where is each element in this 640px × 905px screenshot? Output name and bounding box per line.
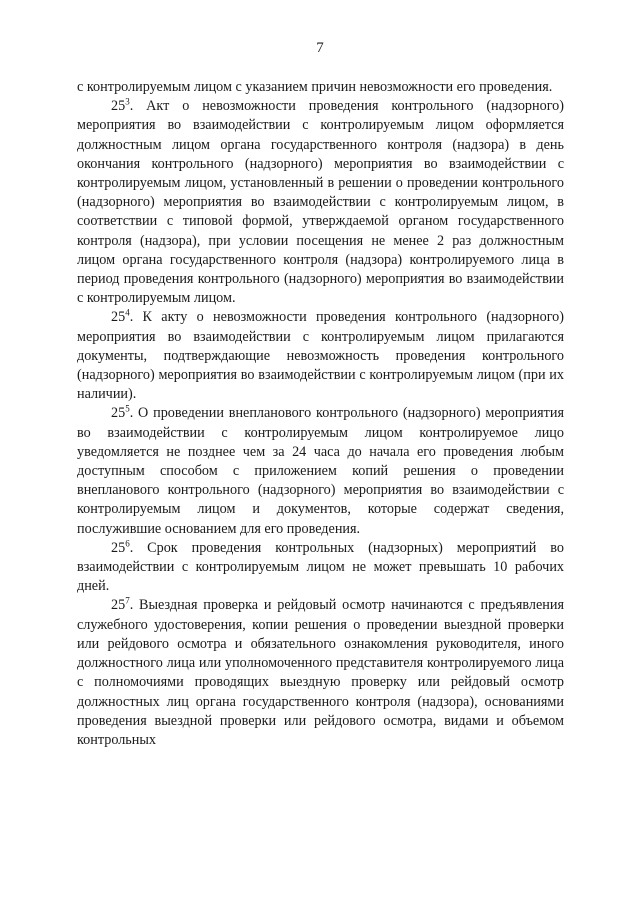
paragraph-text: . Выездная проверка и рейдовый осмотр начинаются с предъявления служебного удостоверения, копии решения о проведении выездной проверки или рейдового осмотра и обязательного ознакомления руководителя, иного должностного лица или уполномоченного представителя контролируемого лица с полномочиями проводящих выездную проверку или рейдовый осмотр должностных лиц органа государственного контроля (надзора), основаниями проведения выездной проверки или рейдового осмотра, видами и объемом контрольных bbox=[77, 597, 564, 748]
paragraph-text: . Срок проведения контрольных (надзорных) мероприятий во взаимодействии с контролируемым лицом не может превышать 10 рабочих дней. bbox=[77, 539, 564, 595]
paragraph-25-7 bbox=[77, 596, 564, 750]
paragraph-number-sup: 5 bbox=[125, 403, 130, 414]
paragraph-text: . Акт о невозможности проведения контрольного (надзорного) мероприятия во взаимодействии с контролируемым лицом оформляется должностным лицом органа государственного контроля (надзора) в день окончания контрольного (надзорного) мероприятия во взаимодействии с контролируемым лицом, установленный в решении о проведении контрольного (надзорного) мероприятия во взаимодействии с контролируемым лицом, в соответствии с типовой формой, утверждаемой органом государственного контроля (надзора), при условии посещения не менее 2 раз должностным лицом органа государственного контроля (надзора) контролируемого лица в период проведения контрольного (надзорного) мероприятия во взаимодействии с контролируемым лицом. bbox=[77, 98, 564, 307]
paragraph-number-sup: 4 bbox=[125, 307, 130, 318]
paragraph-number: 25 bbox=[111, 597, 126, 614]
paragraph-number: 25 bbox=[111, 309, 126, 326]
paragraph-25-4 bbox=[77, 308, 564, 404]
paragraph-number: 25 bbox=[111, 98, 126, 115]
paragraph-number: 25 bbox=[111, 405, 126, 422]
paragraph-25-5 bbox=[77, 404, 564, 538]
paragraph-25-3 bbox=[77, 97, 564, 308]
paragraph-text: с контролируемым лицом с указанием причин невозможности его проведения. bbox=[77, 79, 553, 95]
document-body bbox=[77, 78, 564, 750]
page-number: 7 bbox=[316, 40, 324, 56]
paragraph-continuation bbox=[77, 78, 564, 97]
paragraph-number: 25 bbox=[111, 539, 126, 556]
paragraph-text: . О проведении внепланового контрольного (надзорного) мероприятия во взаимодействии с контролируемым лицом контролируемое лицо уведомляется не позднее чем за 24 часа до начала его проведения любым доступным способом с приложением копий решения о проведении внепланового контрольного (надзорного) мероприятия во взаимодействии с контролируемым лицом и документов, которые содержат сведения, послужившие основанием для его проведения. bbox=[77, 405, 564, 537]
paragraph-number-sup: 6 bbox=[125, 538, 130, 549]
paragraph-number-sup: 7 bbox=[125, 595, 130, 606]
paragraph-text: . К акту о невозможности проведения контрольного (надзорного) мероприятия во взаимодействии с контролируемым лицом прилагаются документы, подтверждающие невозможность проведения контрольного (надзорного) мероприятия во взаимодействии с контролируемым лицом (при их наличии). bbox=[77, 309, 564, 403]
paragraph-number-sup: 3 bbox=[125, 96, 130, 107]
paragraph-25-6 bbox=[77, 539, 564, 597]
